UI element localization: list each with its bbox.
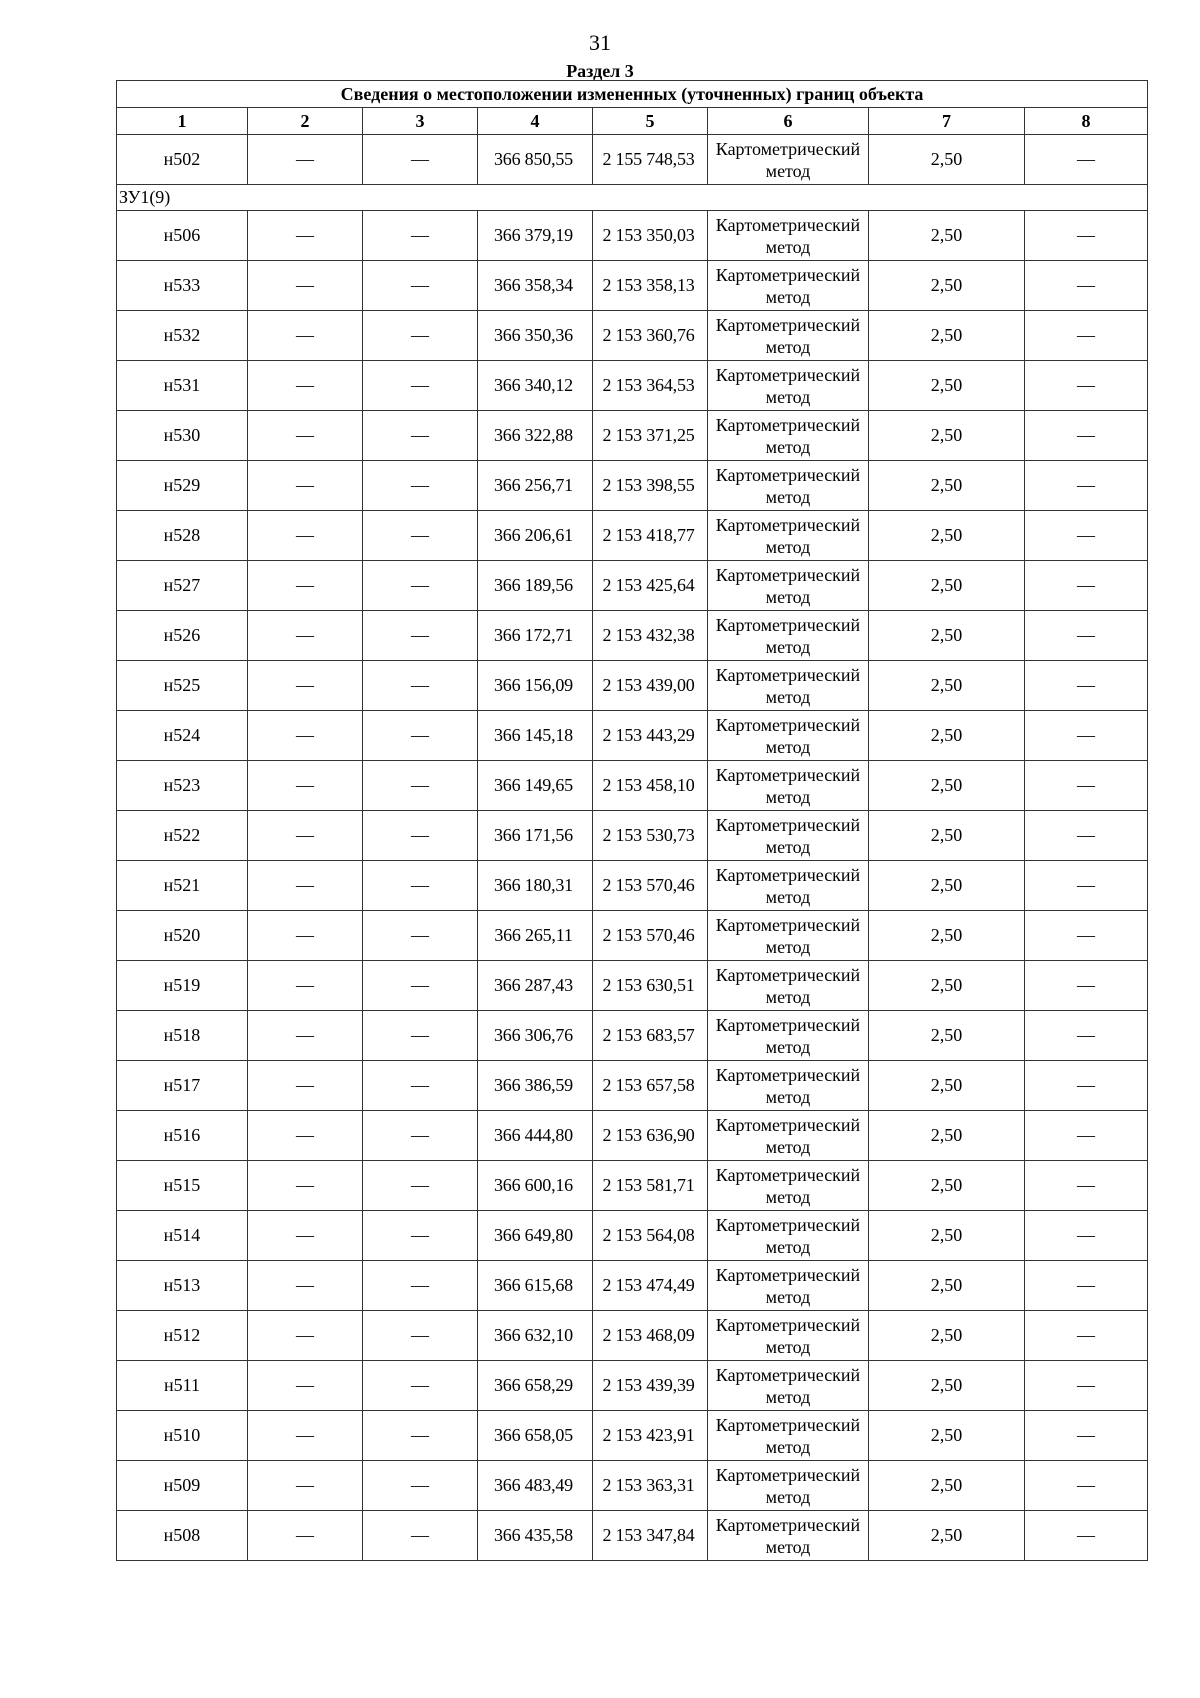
- table-row: [117, 911, 1148, 961]
- y-coordinate-cell: 2 153 425,64: [593, 561, 708, 611]
- table-row: [117, 361, 1148, 411]
- method-cell: Картометрический метод: [708, 1011, 869, 1061]
- column-3-cell: —: [363, 1211, 478, 1261]
- method-cell: Картометрический метод: [708, 1311, 869, 1361]
- column-number: 7: [869, 108, 1025, 135]
- column-2-cell: —: [248, 461, 363, 511]
- column-8-cell: —: [1025, 661, 1148, 711]
- column-2-cell: —: [248, 1311, 363, 1361]
- y-coordinate-cell: 2 153 418,77: [593, 511, 708, 561]
- column-8-cell: —: [1025, 311, 1148, 361]
- column-3-cell: —: [363, 1361, 478, 1411]
- x-coordinate-cell: 366 435,58: [478, 1511, 593, 1561]
- accuracy-cell: 2,50: [869, 561, 1025, 611]
- method-cell: Картометрический метод: [708, 135, 869, 185]
- y-coordinate-cell: 2 153 360,76: [593, 311, 708, 361]
- column-8-cell: —: [1025, 411, 1148, 461]
- column-8-cell: —: [1025, 711, 1148, 761]
- column-8-cell: —: [1025, 361, 1148, 411]
- group-label: ЗУ1(9): [117, 185, 1148, 211]
- column-2-cell: —: [248, 261, 363, 311]
- point-name-cell: н520: [117, 911, 248, 961]
- column-2-cell: —: [248, 211, 363, 261]
- method-cell: Картометрический метод: [708, 211, 869, 261]
- accuracy-cell: 2,50: [869, 611, 1025, 661]
- column-number: 3: [363, 108, 478, 135]
- column-8-cell: —: [1025, 135, 1148, 185]
- column-8-cell: —: [1025, 1511, 1148, 1561]
- point-name-cell: н527: [117, 561, 248, 611]
- x-coordinate-cell: 366 265,11: [478, 911, 593, 961]
- accuracy-cell: 2,50: [869, 1261, 1025, 1311]
- accuracy-cell: 2,50: [869, 861, 1025, 911]
- column-3-cell: —: [363, 911, 478, 961]
- column-3-cell: —: [363, 311, 478, 361]
- column-8-cell: —: [1025, 1111, 1148, 1161]
- method-cell: Картометрический метод: [708, 961, 869, 1011]
- table-row: [117, 1461, 1148, 1511]
- x-coordinate-cell: 366 189,56: [478, 561, 593, 611]
- point-name-cell: н511: [117, 1361, 248, 1411]
- method-cell: Картометрический метод: [708, 1061, 869, 1111]
- method-cell: Картометрический метод: [708, 261, 869, 311]
- method-cell: Картометрический метод: [708, 861, 869, 911]
- y-coordinate-cell: 2 153 530,73: [593, 811, 708, 861]
- column-3-cell: —: [363, 1461, 478, 1511]
- point-name-cell: н513: [117, 1261, 248, 1311]
- column-8-cell: —: [1025, 961, 1148, 1011]
- column-2-cell: —: [248, 511, 363, 561]
- y-coordinate-cell: 2 153 683,57: [593, 1011, 708, 1061]
- table-row: [117, 1211, 1148, 1261]
- section-title: Раздел 3: [566, 61, 634, 81]
- accuracy-cell: 2,50: [869, 1011, 1025, 1061]
- method-cell: Картометрический метод: [708, 461, 869, 511]
- point-name-cell: н508: [117, 1511, 248, 1561]
- column-8-cell: —: [1025, 1411, 1148, 1461]
- table-row: [117, 761, 1148, 811]
- method-cell: Картометрический метод: [708, 1111, 869, 1161]
- column-8-cell: —: [1025, 1161, 1148, 1211]
- table-row: [117, 1361, 1148, 1411]
- column-3-cell: —: [363, 811, 478, 861]
- column-number: 4: [478, 108, 593, 135]
- table-row: [117, 1161, 1148, 1211]
- column-3-cell: —: [363, 1061, 478, 1111]
- column-numbers-row: [117, 108, 1148, 135]
- column-number: 6: [708, 108, 869, 135]
- table-row: [117, 1411, 1148, 1461]
- table-body: [117, 135, 1148, 1561]
- column-2-cell: —: [248, 711, 363, 761]
- y-coordinate-cell: 2 153 443,29: [593, 711, 708, 761]
- column-3-cell: —: [363, 1311, 478, 1361]
- method-cell: Картометрический метод: [708, 411, 869, 461]
- column-3-cell: —: [363, 661, 478, 711]
- point-name-cell: н506: [117, 211, 248, 261]
- table-row: [117, 211, 1148, 261]
- y-coordinate-cell: 2 153 350,03: [593, 211, 708, 261]
- column-3-cell: —: [363, 511, 478, 561]
- column-8-cell: —: [1025, 1261, 1148, 1311]
- y-coordinate-cell: 2 153 347,84: [593, 1511, 708, 1561]
- y-coordinate-cell: 2 153 468,09: [593, 1311, 708, 1361]
- point-name-cell: н509: [117, 1461, 248, 1511]
- accuracy-cell: 2,50: [869, 1311, 1025, 1361]
- point-name-cell: н530: [117, 411, 248, 461]
- column-2-cell: —: [248, 1361, 363, 1411]
- column-8-cell: —: [1025, 861, 1148, 911]
- method-cell: Картометрический метод: [708, 561, 869, 611]
- y-coordinate-cell: 2 153 432,38: [593, 611, 708, 661]
- table-row: [117, 861, 1148, 911]
- y-coordinate-cell: 2 153 363,31: [593, 1461, 708, 1511]
- table-row: [117, 1311, 1148, 1361]
- column-2-cell: —: [248, 1111, 363, 1161]
- point-name-cell: н517: [117, 1061, 248, 1111]
- column-3-cell: —: [363, 761, 478, 811]
- column-2-cell: —: [248, 1261, 363, 1311]
- column-3-cell: —: [363, 1411, 478, 1461]
- column-3-cell: —: [363, 561, 478, 611]
- accuracy-cell: 2,50: [869, 1111, 1025, 1161]
- x-coordinate-cell: 366 444,80: [478, 1111, 593, 1161]
- column-3-cell: —: [363, 135, 478, 185]
- table-row: [117, 1261, 1148, 1311]
- column-3-cell: —: [363, 861, 478, 911]
- coordinates-table: [116, 80, 1148, 1561]
- accuracy-cell: 2,50: [869, 1211, 1025, 1261]
- y-coordinate-cell: 2 153 439,39: [593, 1361, 708, 1411]
- column-8-cell: —: [1025, 911, 1148, 961]
- column-8-cell: —: [1025, 1011, 1148, 1061]
- accuracy-cell: 2,50: [869, 135, 1025, 185]
- column-2-cell: —: [248, 411, 363, 461]
- point-name-cell: н515: [117, 1161, 248, 1211]
- column-3-cell: —: [363, 1011, 478, 1061]
- x-coordinate-cell: 366 615,68: [478, 1261, 593, 1311]
- column-2-cell: —: [248, 1511, 363, 1561]
- x-coordinate-cell: 366 145,18: [478, 711, 593, 761]
- x-coordinate-cell: 366 483,49: [478, 1461, 593, 1511]
- y-coordinate-cell: 2 155 748,53: [593, 135, 708, 185]
- x-coordinate-cell: 366 156,09: [478, 661, 593, 711]
- accuracy-cell: 2,50: [869, 1361, 1025, 1411]
- x-coordinate-cell: 366 171,56: [478, 811, 593, 861]
- y-coordinate-cell: 2 153 570,46: [593, 861, 708, 911]
- table-row: [117, 411, 1148, 461]
- x-coordinate-cell: 366 149,65: [478, 761, 593, 811]
- column-8-cell: —: [1025, 511, 1148, 561]
- table-row: [117, 1011, 1148, 1061]
- x-coordinate-cell: 366 632,10: [478, 1311, 593, 1361]
- method-cell: Картометрический метод: [708, 611, 869, 661]
- column-2-cell: —: [248, 761, 363, 811]
- y-coordinate-cell: 2 153 371,25: [593, 411, 708, 461]
- y-coordinate-cell: 2 153 657,58: [593, 1061, 708, 1111]
- column-8-cell: —: [1025, 811, 1148, 861]
- point-name-cell: н526: [117, 611, 248, 661]
- column-8-cell: —: [1025, 1361, 1148, 1411]
- column-3-cell: —: [363, 211, 478, 261]
- point-name-cell: н528: [117, 511, 248, 561]
- method-cell: Картометрический метод: [708, 1361, 869, 1411]
- column-2-cell: —: [248, 611, 363, 661]
- point-name-cell: н533: [117, 261, 248, 311]
- column-8-cell: —: [1025, 1211, 1148, 1261]
- accuracy-cell: 2,50: [869, 911, 1025, 961]
- accuracy-cell: 2,50: [869, 311, 1025, 361]
- column-2-cell: —: [248, 861, 363, 911]
- column-3-cell: —: [363, 261, 478, 311]
- method-cell: Картометрический метод: [708, 711, 869, 761]
- method-cell: Картометрический метод: [708, 911, 869, 961]
- column-number: 2: [248, 108, 363, 135]
- table-row: [117, 511, 1148, 561]
- column-3-cell: —: [363, 711, 478, 761]
- method-cell: Картометрический метод: [708, 1511, 869, 1561]
- column-2-cell: —: [248, 311, 363, 361]
- x-coordinate-cell: 366 206,61: [478, 511, 593, 561]
- point-name-cell: н512: [117, 1311, 248, 1361]
- point-name-cell: н525: [117, 661, 248, 711]
- column-2-cell: —: [248, 561, 363, 611]
- x-coordinate-cell: 366 340,12: [478, 361, 593, 411]
- method-cell: Картометрический метод: [708, 511, 869, 561]
- column-8-cell: —: [1025, 461, 1148, 511]
- table-row: [117, 311, 1148, 361]
- method-cell: Картометрический метод: [708, 761, 869, 811]
- column-2-cell: —: [248, 661, 363, 711]
- column-2-cell: —: [248, 1161, 363, 1211]
- x-coordinate-cell: 366 386,59: [478, 1061, 593, 1111]
- x-coordinate-cell: 366 322,88: [478, 411, 593, 461]
- column-number: 8: [1025, 108, 1148, 135]
- accuracy-cell: 2,50: [869, 511, 1025, 561]
- column-3-cell: —: [363, 361, 478, 411]
- column-8-cell: —: [1025, 1061, 1148, 1111]
- accuracy-cell: 2,50: [869, 1161, 1025, 1211]
- accuracy-cell: 2,50: [869, 1061, 1025, 1111]
- y-coordinate-cell: 2 153 358,13: [593, 261, 708, 311]
- column-2-cell: —: [248, 1461, 363, 1511]
- column-3-cell: —: [363, 461, 478, 511]
- y-coordinate-cell: 2 153 581,71: [593, 1161, 708, 1211]
- method-cell: Картометрический метод: [708, 1461, 869, 1511]
- point-name-cell: н529: [117, 461, 248, 511]
- accuracy-cell: 2,50: [869, 661, 1025, 711]
- column-8-cell: —: [1025, 211, 1148, 261]
- method-cell: Картометрический метод: [708, 1261, 869, 1311]
- point-name-cell: н510: [117, 1411, 248, 1461]
- column-2-cell: —: [248, 961, 363, 1011]
- x-coordinate-cell: 366 649,80: [478, 1211, 593, 1261]
- point-name-cell: н514: [117, 1211, 248, 1261]
- column-8-cell: —: [1025, 611, 1148, 661]
- column-2-cell: —: [248, 1211, 363, 1261]
- point-name-cell: н524: [117, 711, 248, 761]
- accuracy-cell: 2,50: [869, 211, 1025, 261]
- y-coordinate-cell: 2 153 398,55: [593, 461, 708, 511]
- table-row: [117, 1511, 1148, 1561]
- column-2-cell: —: [248, 811, 363, 861]
- y-coordinate-cell: 2 153 630,51: [593, 961, 708, 1011]
- table-row: [117, 811, 1148, 861]
- accuracy-cell: 2,50: [869, 1461, 1025, 1511]
- accuracy-cell: 2,50: [869, 961, 1025, 1011]
- column-3-cell: —: [363, 411, 478, 461]
- y-coordinate-cell: 2 153 439,00: [593, 661, 708, 711]
- column-3-cell: —: [363, 1511, 478, 1561]
- column-2-cell: —: [248, 1411, 363, 1461]
- method-cell: Картометрический метод: [708, 811, 869, 861]
- y-coordinate-cell: 2 153 364,53: [593, 361, 708, 411]
- column-8-cell: —: [1025, 261, 1148, 311]
- column-number: 1: [117, 108, 248, 135]
- table-row: [117, 661, 1148, 711]
- method-cell: Картометрический метод: [708, 311, 869, 361]
- accuracy-cell: 2,50: [869, 711, 1025, 761]
- column-3-cell: —: [363, 961, 478, 1011]
- column-3-cell: —: [363, 1261, 478, 1311]
- x-coordinate-cell: 366 379,19: [478, 211, 593, 261]
- x-coordinate-cell: 366 172,71: [478, 611, 593, 661]
- method-cell: Картометрический метод: [708, 1161, 869, 1211]
- x-coordinate-cell: 366 358,34: [478, 261, 593, 311]
- column-3-cell: —: [363, 1161, 478, 1211]
- table-row: [117, 1111, 1148, 1161]
- column-8-cell: —: [1025, 761, 1148, 811]
- point-name-cell: н516: [117, 1111, 248, 1161]
- column-number: 5: [593, 108, 708, 135]
- x-coordinate-cell: 366 658,05: [478, 1411, 593, 1461]
- page-number: 31: [589, 30, 611, 55]
- column-2-cell: —: [248, 911, 363, 961]
- point-name-cell: н522: [117, 811, 248, 861]
- method-cell: Картометрический метод: [708, 1411, 869, 1461]
- point-name-cell: н523: [117, 761, 248, 811]
- accuracy-cell: 2,50: [869, 411, 1025, 461]
- x-coordinate-cell: 366 256,71: [478, 461, 593, 511]
- table-caption-row: [117, 81, 1148, 108]
- y-coordinate-cell: 2 153 458,10: [593, 761, 708, 811]
- accuracy-cell: 2,50: [869, 361, 1025, 411]
- accuracy-cell: 2,50: [869, 1511, 1025, 1561]
- accuracy-cell: 2,50: [869, 261, 1025, 311]
- column-2-cell: —: [248, 1011, 363, 1061]
- x-coordinate-cell: 366 850,55: [478, 135, 593, 185]
- table-row: [117, 135, 1148, 185]
- column-8-cell: —: [1025, 1311, 1148, 1361]
- table-row: [117, 711, 1148, 761]
- x-coordinate-cell: 366 306,76: [478, 1011, 593, 1061]
- point-name-cell: н521: [117, 861, 248, 911]
- y-coordinate-cell: 2 153 423,91: [593, 1411, 708, 1461]
- x-coordinate-cell: 366 180,31: [478, 861, 593, 911]
- table-row: [117, 611, 1148, 661]
- accuracy-cell: 2,50: [869, 761, 1025, 811]
- x-coordinate-cell: 366 287,43: [478, 961, 593, 1011]
- y-coordinate-cell: 2 153 474,49: [593, 1261, 708, 1311]
- table-caption: Сведения о местоположении измененных (уточненных) границ объекта: [117, 81, 1148, 108]
- table-row: [117, 261, 1148, 311]
- point-name-cell: н531: [117, 361, 248, 411]
- accuracy-cell: 2,50: [869, 811, 1025, 861]
- method-cell: Картометрический метод: [708, 361, 869, 411]
- column-2-cell: —: [248, 1061, 363, 1111]
- point-name-cell: н532: [117, 311, 248, 361]
- group-row: [117, 185, 1148, 211]
- method-cell: Картометрический метод: [708, 661, 869, 711]
- column-3-cell: —: [363, 1111, 478, 1161]
- x-coordinate-cell: 366 600,16: [478, 1161, 593, 1211]
- column-8-cell: —: [1025, 1461, 1148, 1511]
- y-coordinate-cell: 2 153 570,46: [593, 911, 708, 961]
- accuracy-cell: 2,50: [869, 1411, 1025, 1461]
- point-name-cell: н519: [117, 961, 248, 1011]
- table-row: [117, 461, 1148, 511]
- column-2-cell: —: [248, 361, 363, 411]
- point-name-cell: н502: [117, 135, 248, 185]
- x-coordinate-cell: 366 658,29: [478, 1361, 593, 1411]
- method-cell: Картометрический метод: [708, 1211, 869, 1261]
- y-coordinate-cell: 2 153 636,90: [593, 1111, 708, 1161]
- column-3-cell: —: [363, 611, 478, 661]
- accuracy-cell: 2,50: [869, 461, 1025, 511]
- column-8-cell: —: [1025, 561, 1148, 611]
- x-coordinate-cell: 366 350,36: [478, 311, 593, 361]
- y-coordinate-cell: 2 153 564,08: [593, 1211, 708, 1261]
- table-row: [117, 1061, 1148, 1111]
- table-row: [117, 561, 1148, 611]
- point-name-cell: н518: [117, 1011, 248, 1061]
- column-2-cell: —: [248, 135, 363, 185]
- table-row: [117, 961, 1148, 1011]
